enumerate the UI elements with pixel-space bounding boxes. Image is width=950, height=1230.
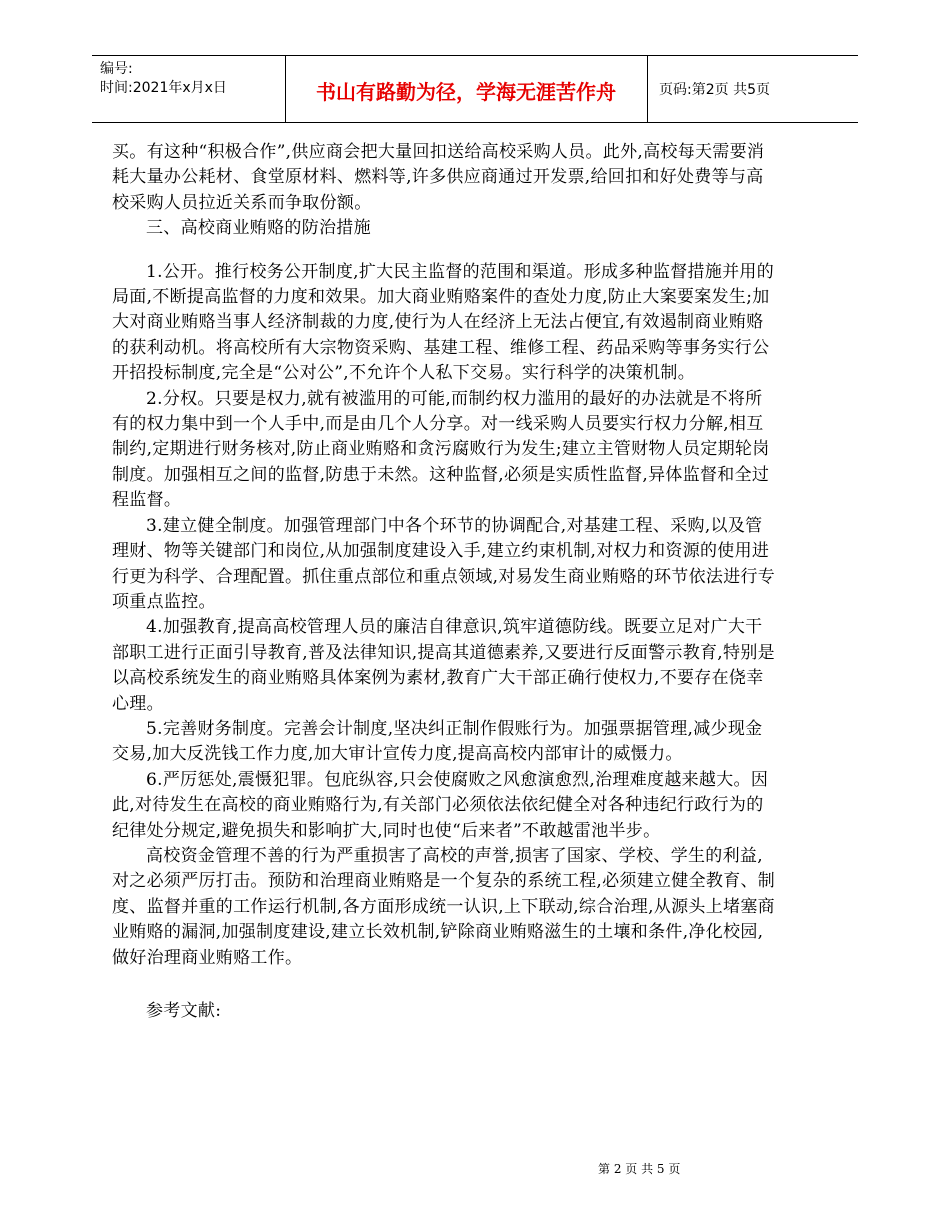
conclusion-paragraph: 高校资金管理不善的行为严重损害了高校的声誉,损害了国家、学校、学生的利益,对之必须严厉打击。预防和治理商业贿赂是一个复杂的系统工程,必须建立健全教育、制度、监督并重的工作运行机制,各方面形成统一认识,上下联动,综合治理,从源头上堵塞商业贿赂的漏洞,加强制度建设,建立长效机制,铲除商业贿赂滋生的土壤和条件,净化校园,做好治理商业贿赂工作。 bbox=[112, 845, 776, 968]
measure-paragraph: 3.建立健全制度。加强管理部门中各个环节的协调配合,对基建工程、采购,以及管理财、物等关键部门和岗位,从加强制度建设入手,建立约束机制,对权力和资源的使用进行更为科学、合理配置。抓住重点部位和重点领域,对易发生商业贿赂的环节依法进行专项重点监控。 bbox=[112, 515, 776, 612]
header-motto: 书山有路勤为径，学海无涯苦作舟 bbox=[316, 80, 616, 104]
header-page-info: 页码:第2页 共5页 bbox=[659, 82, 770, 98]
measure-paragraph: 6.严厉惩处,震慑犯罪。包庇纵容,只会使腐败之风愈演愈烈,治理难度越来越大。因此,对待发生在高校的商业贿赂行为,有关部门必须依法依纪健全对各种违纪行政行为的纪律处分规定,避免损失和影响扩大,同时也使“后来者”不敢越雷池半步。 bbox=[112, 769, 769, 841]
page-header bbox=[92, 55, 858, 123]
document-time-label: 时间:2021年x月x日 bbox=[100, 80, 227, 96]
measure-paragraph: 5.完善财务制度。完善会计制度,坚决纠正制作假账行为。加强票据管理,减少现金交易,加大反洗钱工作力度,加大审计宣传力度,提高高校内部审计的威慑力。 bbox=[112, 718, 763, 765]
measure-paragraph: 1.公开。推行校务公开制度,扩大民主监督的范围和渠道。形成多种监督措施并用的局面,不断提高监督的力度和效果。加大商业贿赂案件的查处力度,防止大案要案发生;加大对商业贿赂当事人经济制裁的力度,使行为人在经济上无法占便宜,有效遏制商业贿赂的获利动机。将高校所有大宗物资采购、基建工程、维修工程、药品采购等事务实行公开招投标制度,完全是“公对公”,不允许个人私下交易。实行科学的决策机制。 bbox=[112, 261, 775, 384]
document-number-label: 编号: bbox=[100, 61, 133, 77]
header-meta bbox=[100, 60, 227, 98]
document-body bbox=[112, 140, 776, 1024]
paragraph: 买。有这种“积极合作”,供应商会把大量回扣送给高校采购人员。此外,高校每天需要消耗大量办公耗材、食堂原材料、燃料等,许多供应商通过开发票,给回扣和好处费等与高校采购人员拉近关系而争取份额。 bbox=[112, 142, 765, 213]
references-label: 参考文献: bbox=[146, 1001, 222, 1021]
section-heading: 三、高校商业贿赂的防治措施 bbox=[146, 218, 371, 239]
page-footer: 第 2 页 共 5 页 bbox=[598, 1162, 681, 1176]
header-divider bbox=[647, 56, 648, 122]
measure-paragraph: 2.分权。只要是权力,就有被滥用的可能,而制约权力滥用的最好的办法就是不将所有的权力集中到一个人手中,而是由几个人分享。对一线采购人员要实行权力分解,相互制约,定期进行财务核对,防止商业贿赂和贪污腐败行为发生;建立主管财物人员定期轮岗制度。加强相互之间的监督,防患于未然。这种监督,必须是实质性监督,异体监督和全过程监督。 bbox=[112, 388, 770, 511]
measure-paragraph: 4.加强教育,提高高校管理人员的廉洁自律意识,筑牢道德防线。既要立足对广大干部职工进行正面引导教育,普及法律知识,提高其道德素养,又要进行反面警示教育,特别是以高校系统发生的商业贿赂具体案例为素材,教育广大干部正确行使权力,不要存在侥幸心理。 bbox=[112, 617, 775, 714]
